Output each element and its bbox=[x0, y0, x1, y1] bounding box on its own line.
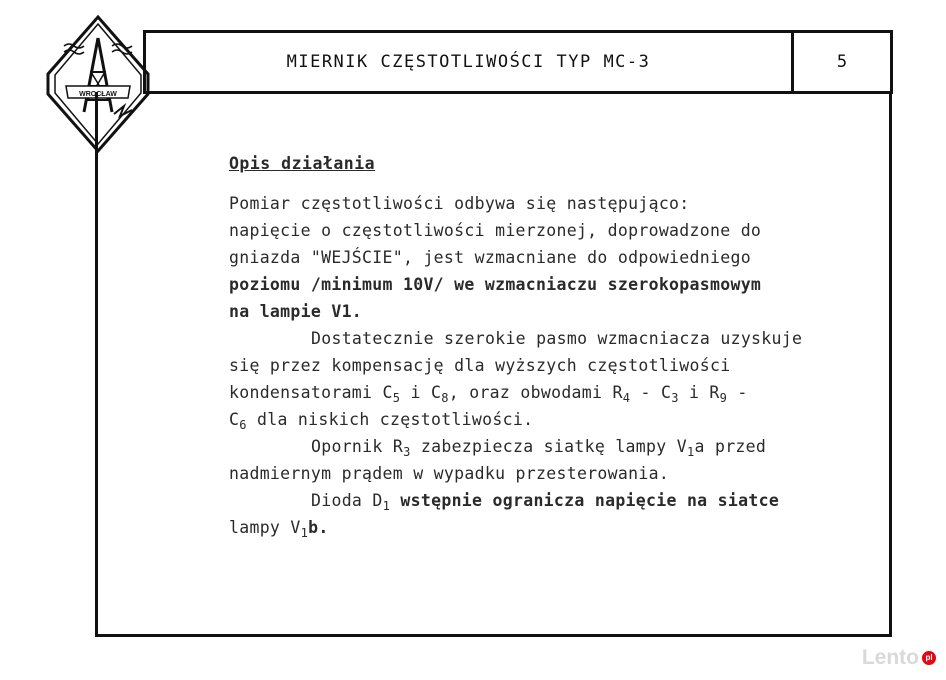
subscript: 3 bbox=[403, 445, 411, 459]
watermark-brand: Lento bbox=[861, 646, 919, 669]
text-fragment: - C bbox=[630, 383, 672, 402]
subscript: 3 bbox=[671, 391, 679, 405]
text-fragment: zabezpiecza siatkę lampy V bbox=[410, 437, 687, 456]
subscript: 1 bbox=[686, 445, 695, 459]
page-header bbox=[143, 30, 893, 94]
logo-text: WROCŁAW bbox=[79, 91, 117, 98]
text-fragment: a przed bbox=[694, 437, 767, 456]
subscript: 5 bbox=[392, 391, 401, 405]
subscript: 1 bbox=[300, 526, 309, 540]
text-fragment: C bbox=[229, 410, 240, 429]
text-line: Pomiar częstotliwości odbywa się następująco: bbox=[229, 194, 690, 213]
text-line: poziomu /minimum 10V/ we wzmacniaczu szerokopasmowym bbox=[229, 275, 762, 294]
text-fragment: i R bbox=[678, 383, 720, 402]
text-line bbox=[229, 487, 869, 514]
text-fragment: , oraz obwodami R bbox=[448, 383, 623, 402]
watermark-badge: pl bbox=[922, 651, 936, 665]
paragraph-2 bbox=[229, 325, 869, 433]
subscript: 6 bbox=[239, 418, 247, 432]
text-line bbox=[229, 406, 869, 433]
text-fragment: Dioda D bbox=[311, 491, 383, 510]
text-line: Dostatecznie szerokie pasmo wzmacniacza uzyskuje bbox=[311, 329, 803, 348]
text-fragment: Opornik R bbox=[311, 437, 404, 456]
text-fragment: - bbox=[727, 383, 748, 402]
paragraph-1 bbox=[229, 190, 869, 325]
paragraph-3 bbox=[229, 433, 869, 487]
text-line: na lampie V1. bbox=[229, 302, 363, 321]
document-body bbox=[229, 150, 869, 541]
site-watermark bbox=[862, 646, 936, 670]
text-line: nadmiernym prądem w wypadku przesterowania. bbox=[229, 464, 670, 483]
document-title: MIERNIK CZĘSTOTLIWOŚCI TYP MC-3 bbox=[286, 52, 651, 72]
text-fragment: i C bbox=[400, 383, 442, 402]
subscript: 8 bbox=[441, 391, 449, 405]
page-number: 5 bbox=[791, 33, 890, 91]
text-line bbox=[229, 379, 869, 406]
text-line bbox=[229, 433, 869, 460]
paragraph-4 bbox=[229, 487, 869, 541]
subscript: 1 bbox=[382, 499, 391, 513]
subscript: 4 bbox=[622, 391, 631, 405]
subscript: 9 bbox=[719, 391, 728, 405]
text-line bbox=[229, 514, 869, 541]
text-fragment: kondensatorami C bbox=[229, 383, 393, 402]
text-fragment: lampy V bbox=[229, 518, 301, 537]
text-fragment: b. bbox=[308, 518, 329, 537]
section-heading: Opis działania bbox=[229, 154, 376, 173]
text-fragment: dla niskich częstotliwości. bbox=[246, 410, 534, 429]
text-fragment: wstępnie ogranicza napięcie na siatce bbox=[390, 491, 780, 510]
text-line: napięcie o częstotliwości mierzonej, doprowadzone do bbox=[229, 221, 762, 240]
text-line: się przez kompensację dla wyższych częstotliwości bbox=[229, 356, 731, 375]
text-line: gniazda "WEJŚCIE", jest wzmacniane do odpowiedniego bbox=[229, 248, 751, 267]
